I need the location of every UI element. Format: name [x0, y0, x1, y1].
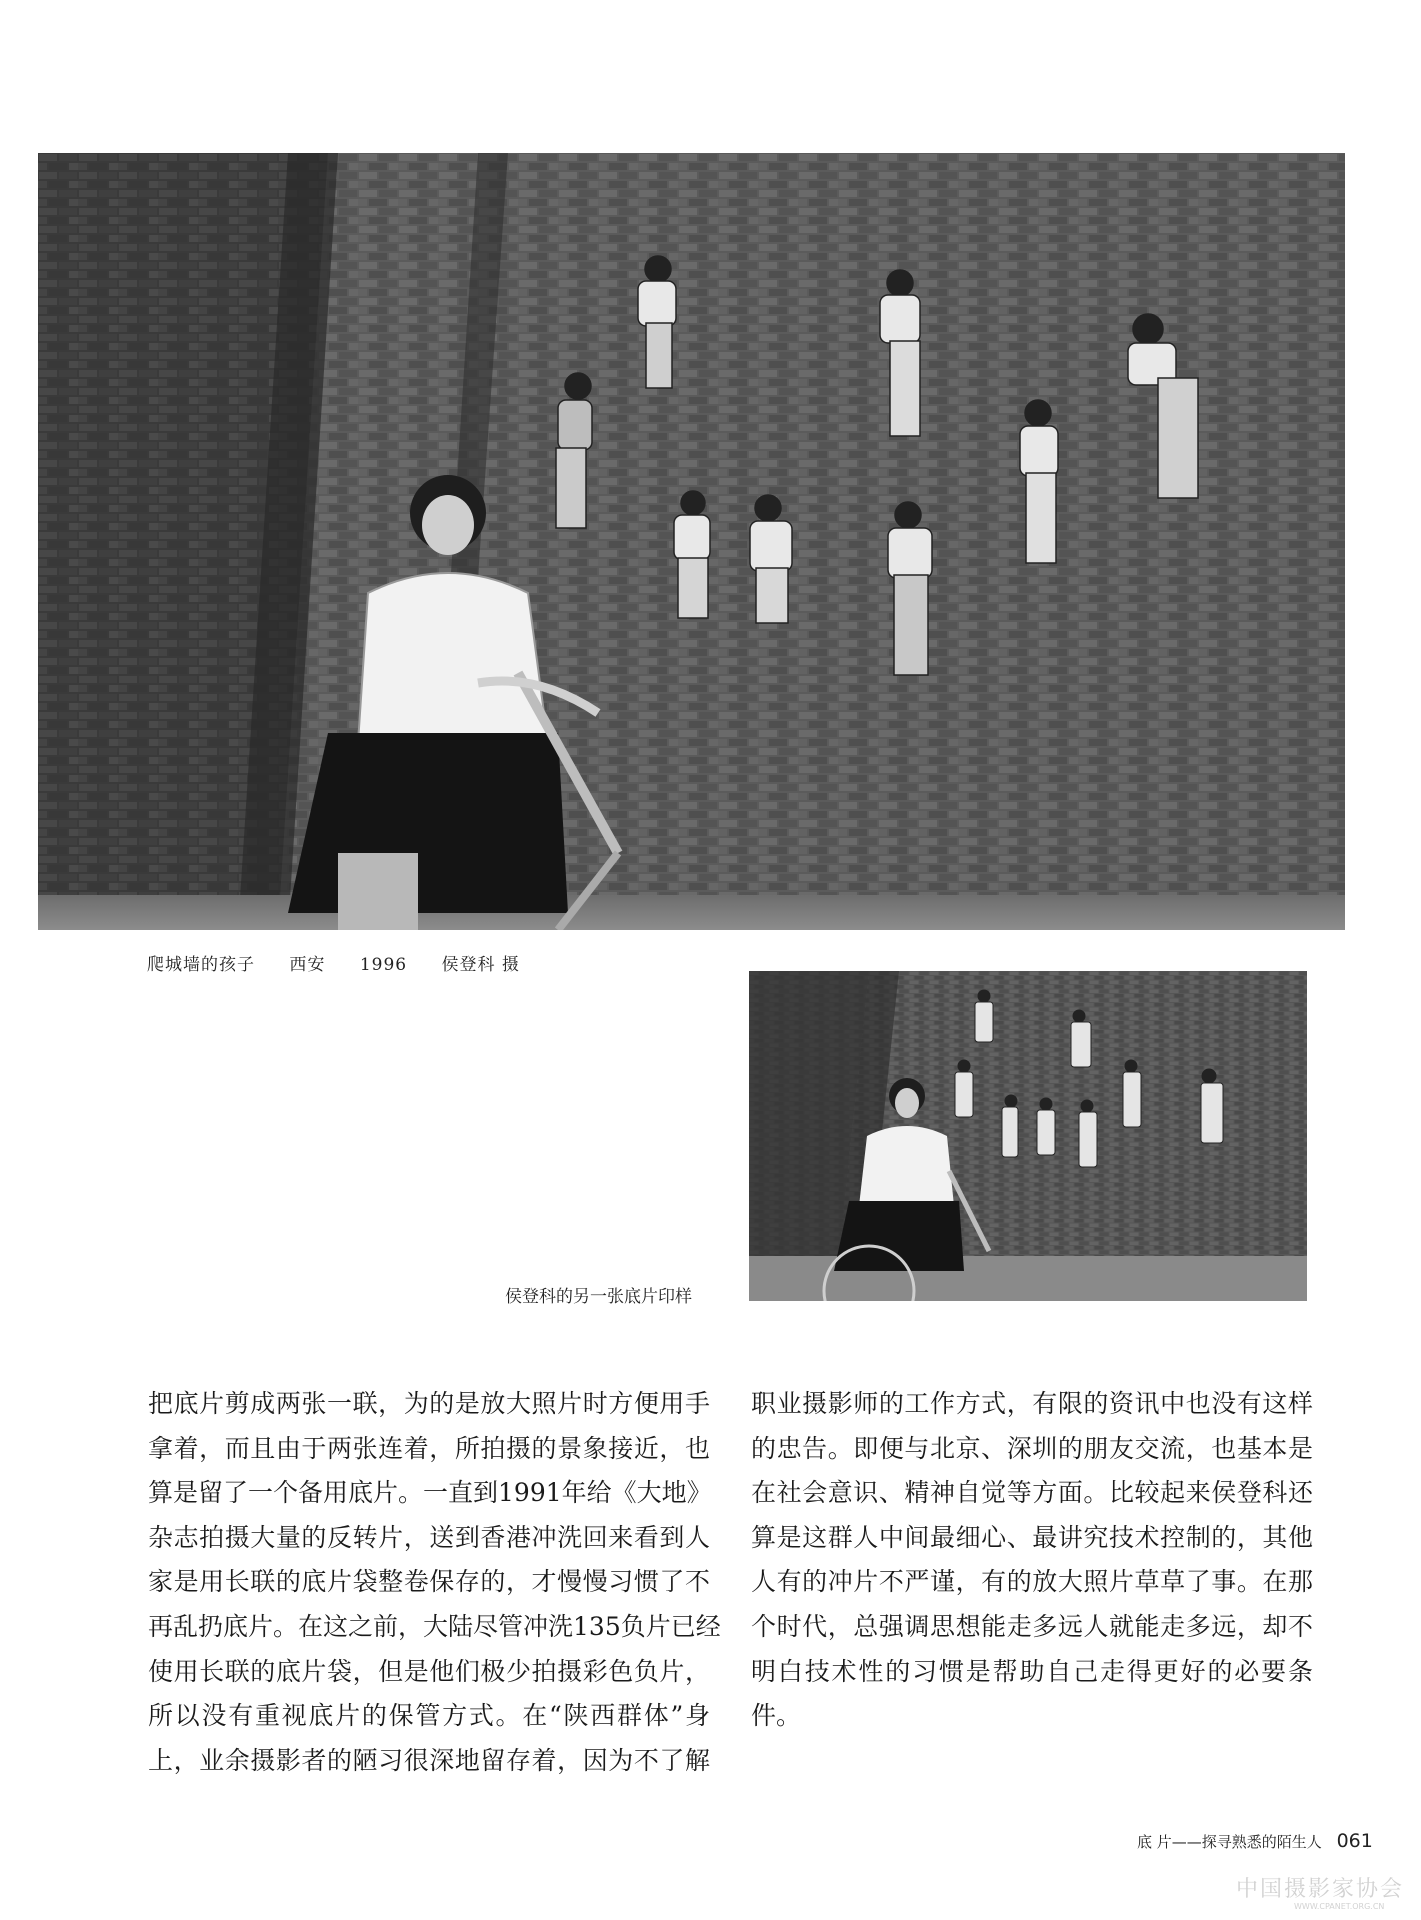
svg-text:WWW.CPANET.ORG.CN: WWW.CPANET.ORG.CN [1294, 1902, 1385, 1911]
body-line: 的忠告。即便与北京、深圳的朋友交流，也基本是 [751, 1433, 1313, 1463]
watermark-logo-image [1236, 1872, 1416, 1912]
body-line: 再乱扔底片。在这之前，大陆尽管冲洗135负片已经 [148, 1611, 721, 1641]
running-title: 底 片——探寻熟悉的陌生人 [1137, 1833, 1322, 1851]
caption-credit: 侯登科 摄 [441, 955, 520, 975]
watermark-logo [1236, 1872, 1416, 1912]
main-photo [38, 153, 1345, 930]
body-line: 人有的冲片不严谨，有的放大照片草草了事。在那 [751, 1567, 1313, 1597]
page-number: 061 [1336, 1830, 1373, 1852]
contact-print-caption: 侯登科的另一张底片印样 [505, 1287, 692, 1307]
body-line: 把底片剪成两张一联，为的是放大照片时方便用手 [148, 1389, 710, 1418]
body-line: 家是用长联的底片袋整卷保存的，才慢慢习惯了不 [148, 1567, 710, 1597]
svg-text:中国摄影家协会: 中国摄影家协会 [1236, 1877, 1405, 1902]
body-line: 算是留了一个备用底片。一直到1991年给《大地》 [148, 1478, 712, 1508]
body-line: 拿着，而且由于两张连着，所拍摄的景象接近，也 [148, 1433, 710, 1463]
contact-print-image [749, 971, 1307, 1301]
caption-title: 爬城墙的孩子 [147, 955, 255, 975]
body-column-left [148, 1382, 721, 1783]
contact-print-photo [749, 971, 1307, 1301]
body-line: 所以没有重视底片的保管方式。在“陕西群体”身 [148, 1701, 710, 1731]
body-line: 职业摄影师的工作方式，有限的资讯中也没有这样 [751, 1389, 1313, 1418]
body-column-right [751, 1382, 1313, 1739]
page-footer [1137, 1830, 1373, 1852]
caption-place: 西安 [289, 955, 326, 975]
body-line: 使用长联的底片袋，但是他们极少拍摄彩色负片， [148, 1656, 710, 1686]
body-line: 杂志拍摄大量的反转片，送到香港冲洗回来看到人 [148, 1522, 710, 1552]
body-line: 算是这群人中间最细心、最讲究技术控制的，其他 [751, 1522, 1313, 1552]
main-photo-caption [147, 950, 520, 975]
body-line: 个时代，总强调思想能走多远人就能走多远，却不 [751, 1611, 1313, 1641]
body-line: 件。 [751, 1701, 802, 1731]
main-photo-image [38, 153, 1345, 930]
body-line: 上，业余摄影者的陋习很深地留存着，因为不了解 [148, 1745, 710, 1775]
body-line: 在社会意识、精神自觉等方面。比较起来侯登科还 [751, 1478, 1313, 1508]
body-line: 明白技术性的习惯是帮助自己走得更好的必要条 [751, 1656, 1313, 1686]
caption-year: 1996 [359, 955, 408, 975]
